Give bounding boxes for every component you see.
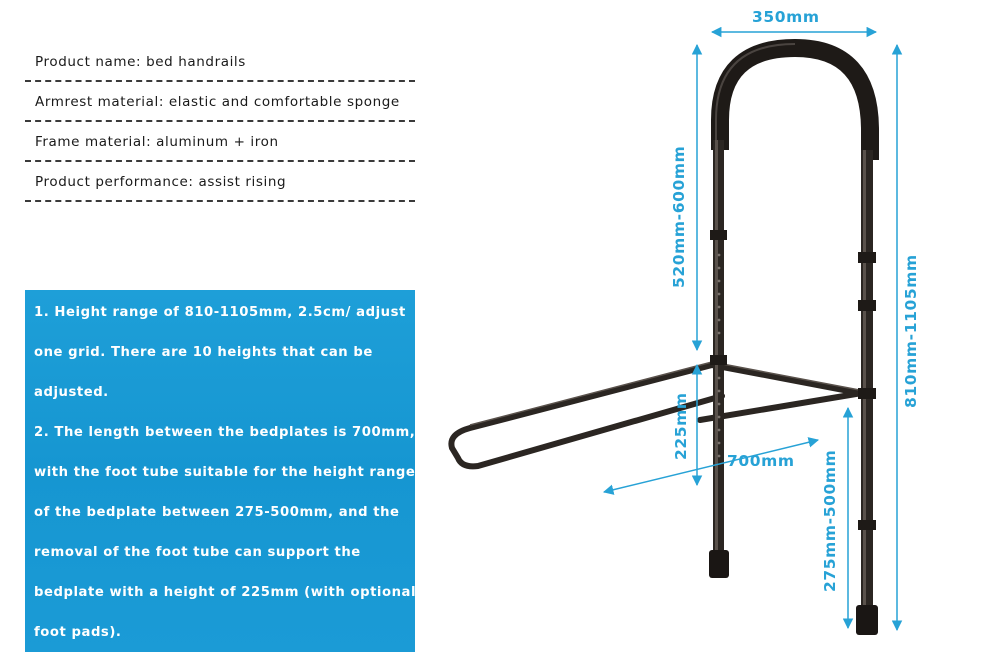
spec-product-name: Product name: bed handrails [25,42,415,82]
description-line: of the bedplate between 275-500mm, and the [34,505,400,520]
description-line: bedplate with a height of 225mm (with optional [34,585,417,600]
description-line: 1. Height range of 810-1105mm, 2.5cm/ adjust [34,305,406,320]
handle-arch [716,44,870,160]
dim-foot-height: 275mm-500mm [821,449,839,592]
description-line: foot pads). [34,625,122,640]
spec-list [25,42,415,202]
description-line: with the foot tube suitable for the height range [34,465,416,480]
dim-total-height: 810mm-1105mm [902,254,920,408]
description-line: adjusted. [34,385,109,400]
left-upright [709,140,729,578]
description-line: removal of the foot tube can support the [34,545,361,560]
description-line: one grid. There are 10 heights that can be [34,345,373,360]
dim-length: 700mm [727,452,795,470]
dim-base-height: 225mm [672,392,690,460]
spec-product-performance: Product performance: assist rising [25,162,415,202]
description-panel [25,290,415,652]
handrail-diagram [430,0,1000,665]
right-upright [856,150,878,635]
spec-armrest-material: Armrest material: elastic and comfortable sponge [25,82,415,122]
dim-top-width: 350mm [752,8,820,26]
description-line: 2. The length between the bedplates is 700mm, [34,425,416,440]
spec-frame-material: Frame material: aluminum + iron [25,122,415,162]
dim-upper-height: 520mm-600mm [670,145,688,288]
